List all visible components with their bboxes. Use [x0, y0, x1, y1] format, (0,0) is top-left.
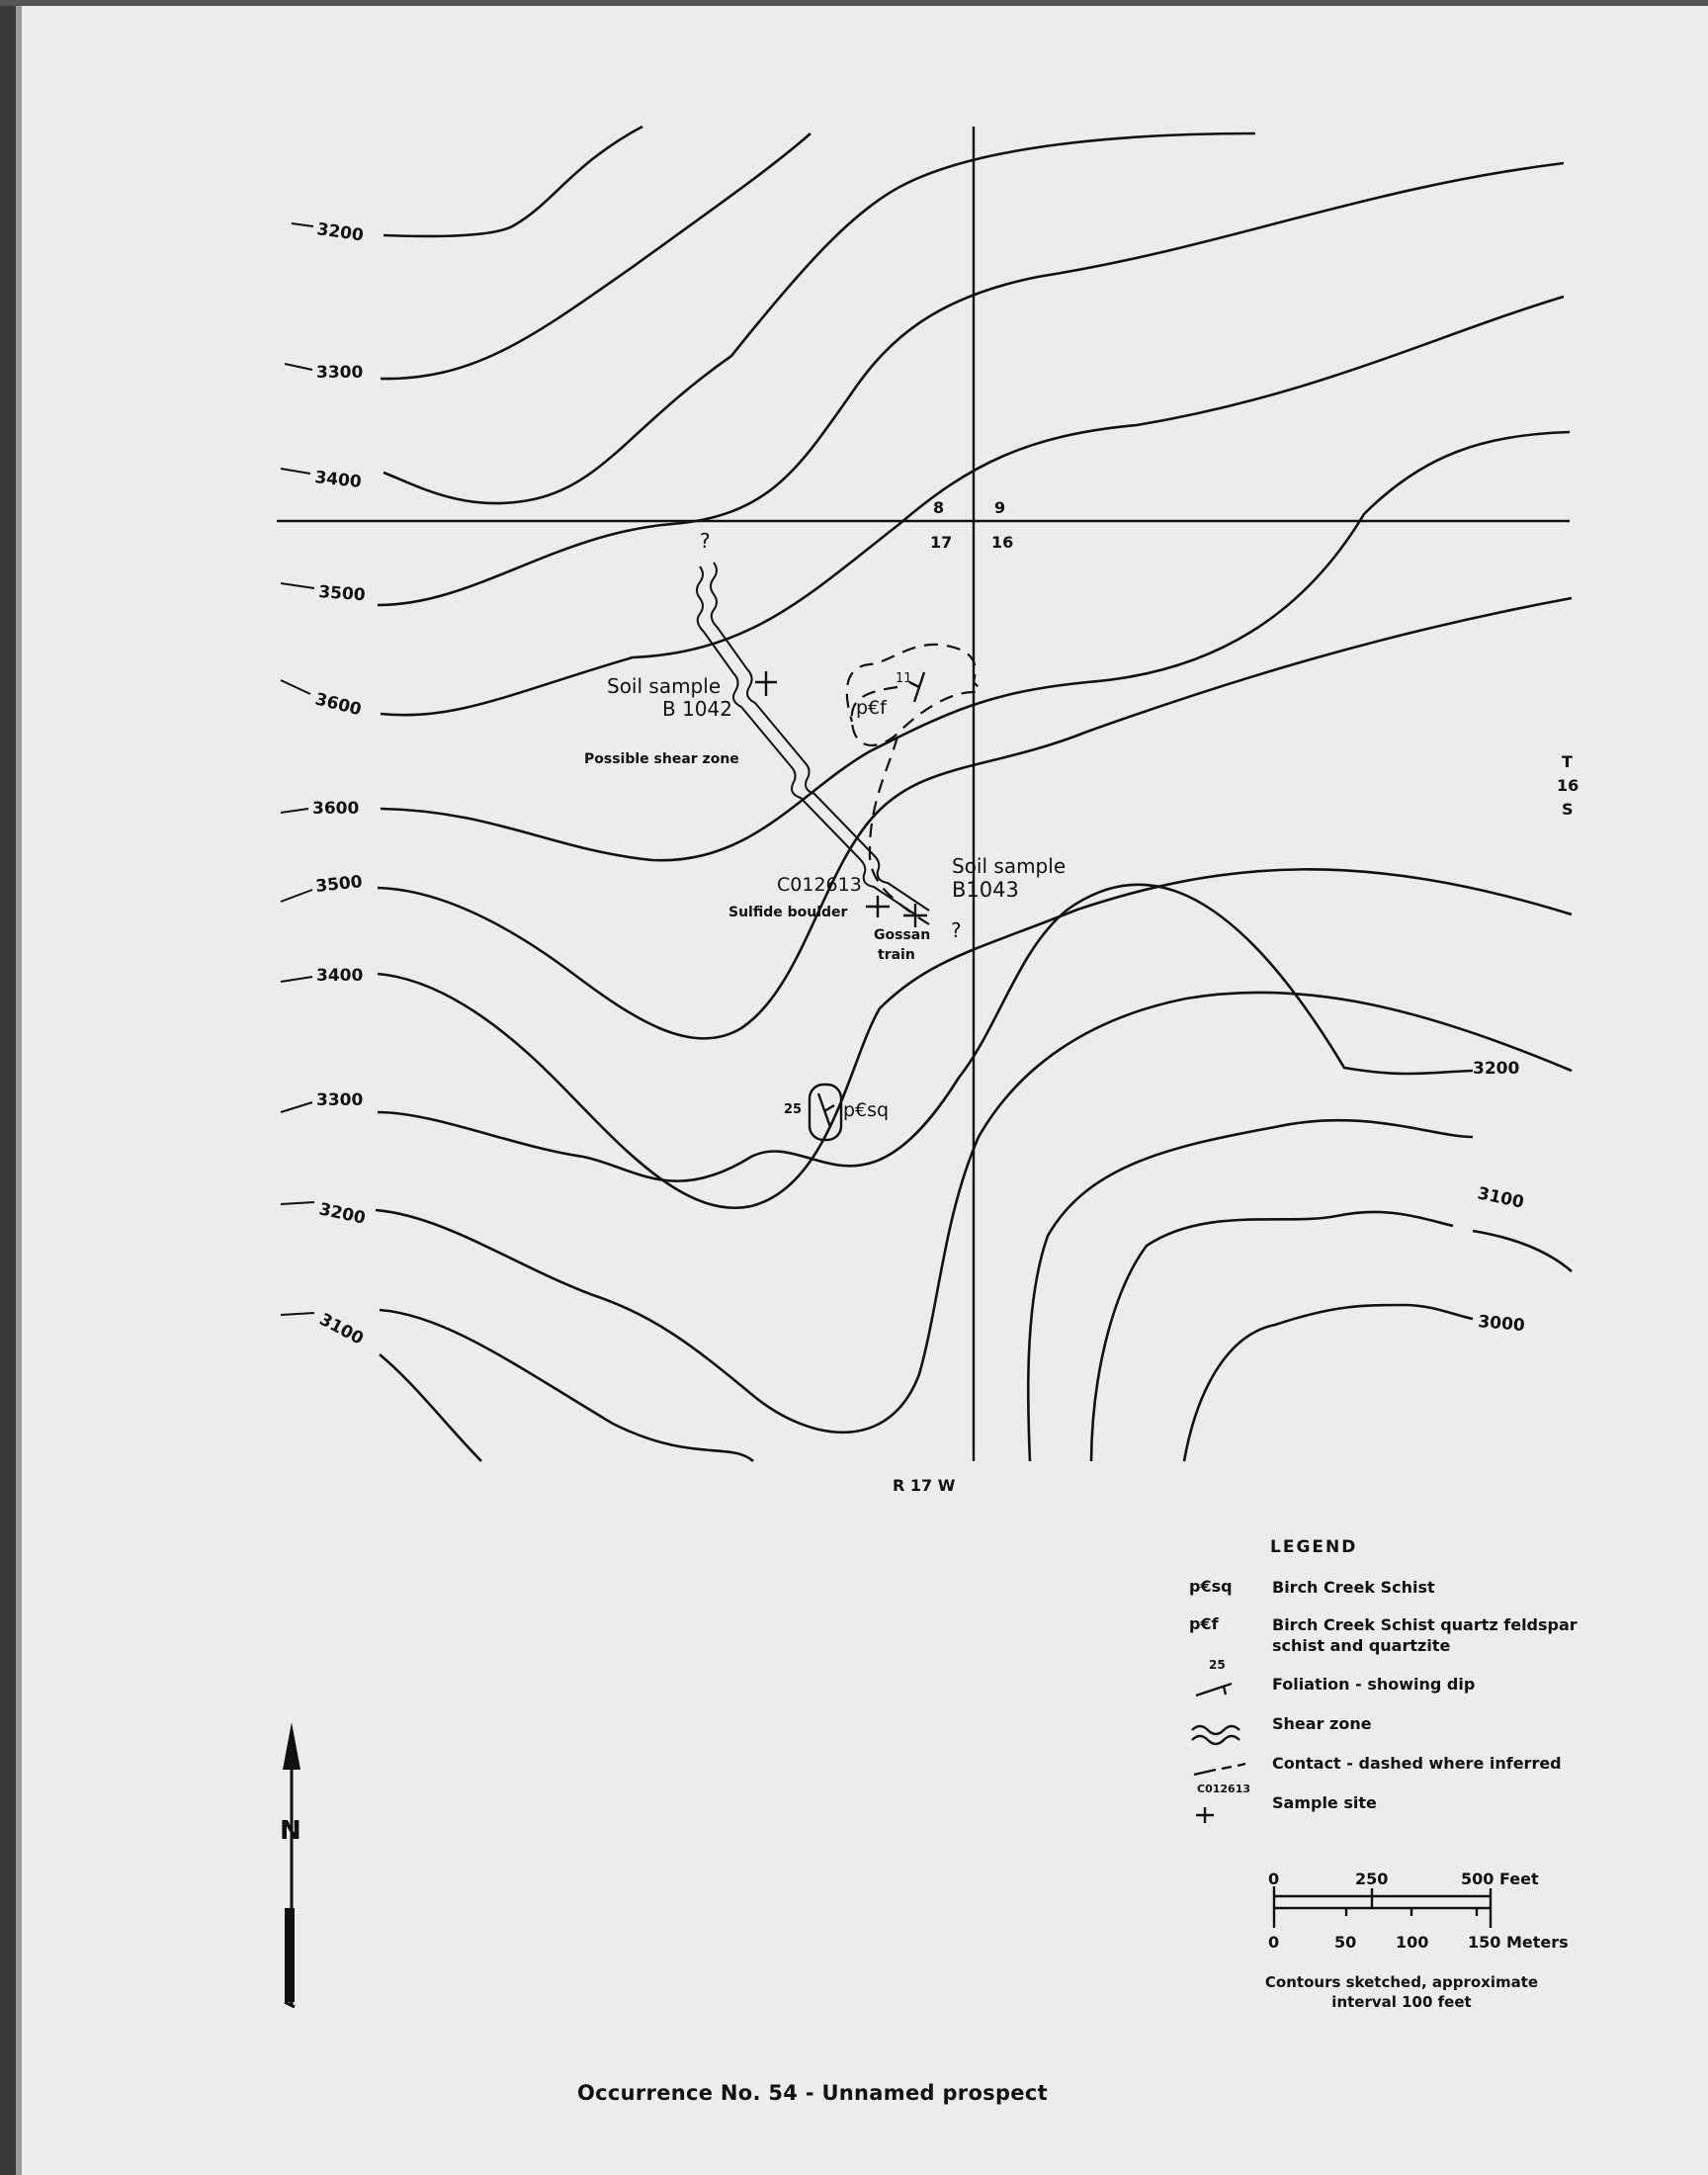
shear-line — [711, 563, 929, 911]
sample-site-b1042 — [755, 671, 777, 696]
section-number-16: 16 — [991, 533, 1014, 552]
contour-label: 3300 — [316, 363, 364, 383]
gossan-label: train — [878, 947, 915, 963]
unit-label-pcsq: p€sq — [843, 1099, 890, 1121]
section-number-17: 17 — [930, 533, 953, 552]
legend-item — [1181, 1713, 1616, 1753]
legend-code: p€sq — [1189, 1577, 1233, 1596]
contour-label: 3200 — [315, 219, 365, 246]
legend-code: C012613 — [1197, 1783, 1250, 1795]
shear-zone-question-top: ? — [700, 529, 711, 553]
scale-feet-500: 500 Feet — [1461, 1870, 1539, 1888]
contour-label: 3500 — [317, 582, 367, 606]
contour-line — [380, 1212, 1453, 1461]
contour-label: 3600 — [312, 799, 360, 819]
gossan-label: Gossan — [874, 927, 931, 943]
soil-sample-label: Soil sample — [952, 854, 1067, 878]
scale-meters-50: 50 — [1334, 1933, 1357, 1952]
contour-labels-right — [1473, 1059, 1526, 1336]
soil-sample-id: B1043 — [952, 878, 1019, 902]
contour-line — [381, 297, 1564, 715]
figure-caption: Occurrence No. 54 - Unnamed prospect — [577, 2081, 1048, 2105]
contour-label: 3600 — [312, 689, 364, 721]
township-s: S — [1562, 800, 1574, 819]
section-number-8: 8 — [933, 498, 945, 517]
north-arrow — [283, 1722, 300, 2007]
sample-id-co: C012613 — [777, 874, 862, 896]
soil-sample-id: B 1042 — [662, 697, 732, 721]
shear-zone-question-bottom: ? — [951, 918, 962, 942]
scale-labels — [1226, 1864, 1581, 1972]
contour-label-ticks — [281, 223, 1538, 1315]
contour-note-line-2: interval 100 feet — [1331, 1993, 1472, 2011]
legend-text: Contact - dashed where inferred — [1272, 1754, 1562, 1773]
contour-line — [381, 133, 811, 379]
contour-label: 3100 — [1475, 1183, 1526, 1213]
contour-labels-left — [312, 219, 368, 1349]
contour-line — [380, 1120, 1473, 1461]
legend-text: Birch Creek Schist — [1272, 1578, 1435, 1597]
scale-meters-150: 150 Meters — [1468, 1933, 1569, 1952]
contour-label: 3200 — [316, 1199, 368, 1229]
contour-line — [1184, 1231, 1572, 1461]
sulfide-boulder-label: Sulfide boulder — [728, 905, 848, 920]
legend-text: Sample site — [1272, 1793, 1377, 1812]
legend-item — [1181, 1614, 1616, 1654]
contour-note — [1214, 1972, 1589, 2012]
page-edge-shade — [16, 0, 22, 2175]
foliation-dip-small: 11 — [896, 671, 912, 686]
north-label: N — [280, 1816, 301, 1846]
legend-title: LEGEND — [1270, 1537, 1358, 1557]
legend-text: Shear zone — [1272, 1714, 1372, 1733]
legend-item — [1181, 1658, 1616, 1697]
contour-line — [378, 163, 1564, 605]
legend-code: p€f — [1189, 1614, 1219, 1633]
sample-site-c012613 — [866, 896, 890, 917]
legend-text: Foliation - showing dip — [1272, 1675, 1476, 1694]
scale-feet-250: 250 — [1355, 1870, 1389, 1888]
contour-label: 3000 — [1477, 1312, 1526, 1337]
township-t: T — [1562, 752, 1573, 771]
contour-label: 3500 — [314, 872, 364, 897]
township-number: 16 — [1557, 776, 1580, 795]
township-label — [1557, 752, 1579, 819]
scale-meters-0: 0 — [1268, 1933, 1280, 1952]
contour-line — [384, 127, 642, 236]
contour-label: 3200 — [1473, 1059, 1520, 1079]
foliation-dip-value: 25 — [784, 1102, 803, 1117]
page-edge — [0, 0, 16, 2175]
section-number-9: 9 — [994, 498, 1006, 517]
legend-text: Birch Creek Schist quartz feldspar schist and quartzite — [1272, 1615, 1578, 1655]
scale-feet-0: 0 — [1268, 1870, 1280, 1888]
contour-line — [384, 133, 1255, 503]
contour-note-line-1: Contours sketched, approximate — [1264, 1973, 1539, 1991]
legend-item — [1181, 1783, 1616, 1822]
shear-line — [697, 566, 915, 914]
legend-item — [1181, 1577, 1616, 1616]
shear-zone-label: Possible shear zone — [584, 751, 739, 767]
section-numbers — [930, 498, 1013, 552]
legend-code: 25 — [1209, 1658, 1226, 1672]
contour-label: 3400 — [313, 468, 363, 492]
page-top-edge — [0, 0, 1708, 6]
contour-label: 3400 — [316, 966, 364, 986]
scale-meters-100: 100 — [1396, 1933, 1429, 1952]
contour-label: 3300 — [316, 1090, 364, 1110]
soil-sample-label: Soil sample — [607, 674, 722, 698]
range-label: R 17 W — [893, 1476, 956, 1495]
unit-label-pcf: p€f — [856, 697, 887, 719]
contour-label: 3100 — [315, 1309, 367, 1349]
contour-line — [381, 432, 1570, 860]
